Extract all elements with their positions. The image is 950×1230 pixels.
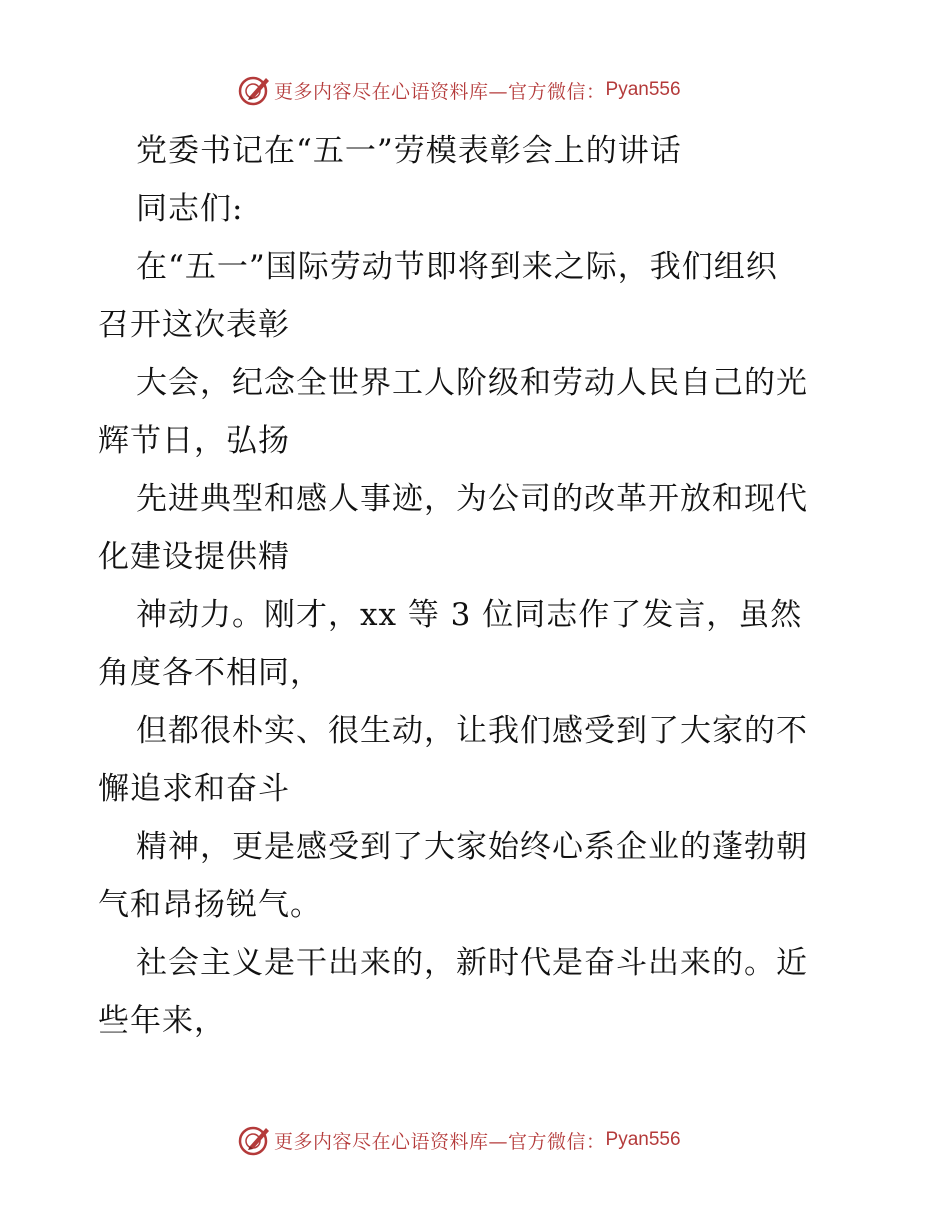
text-line: 辉节日，弘扬 [98,423,290,459]
banner-text: 更多内容尽在心语资料库—官方微信： [274,80,606,103]
text-line: 神动力。刚才，xx 等 3 位同志作了发言，虽然 [136,597,803,633]
document-body [98,122,858,1050]
banner-wechat-id: Pyan556 [605,79,681,100]
salutation: 同志们: [136,191,244,227]
text-line: 精神，更是感受到了大家始终心系企业的蓬勃朝 [136,829,808,865]
text-line: 在“五一”国际劳动节即将到来之际，我们组织 [136,249,778,285]
text-line: 社会主义是干出来的，新时代是奋斗出来的。近 [136,945,808,981]
text-line: 先进典型和感人事迹，为公司的改革开放和现代 [136,481,808,517]
text-line: 化建设提供精 [98,539,290,575]
banner-wechat-id: Pyan556 [605,1129,681,1150]
text-line: 大会，纪念全世界工人阶级和劳动人民自己的光 [136,365,808,401]
footer-banner [236,1122,681,1158]
text-line: 但都很朴实、很生动，让我们感受到了大家的不 [136,713,808,749]
document-title: 党委书记在“五一”劳模表彰会上的讲话 [136,133,682,169]
text-line: 气和昂扬锐气。 [98,887,322,923]
header-banner [236,72,681,108]
pen-logo-icon [236,72,272,108]
pen-logo-icon [236,1122,272,1158]
text-line: 角度各不相同， [98,655,322,691]
text-line: 懈追求和奋斗 [98,771,290,807]
text-line: 些年来， [98,1003,226,1039]
text-line: 召开这次表彰 [98,307,290,343]
banner-text: 更多内容尽在心语资料库—官方微信： [274,1130,606,1153]
